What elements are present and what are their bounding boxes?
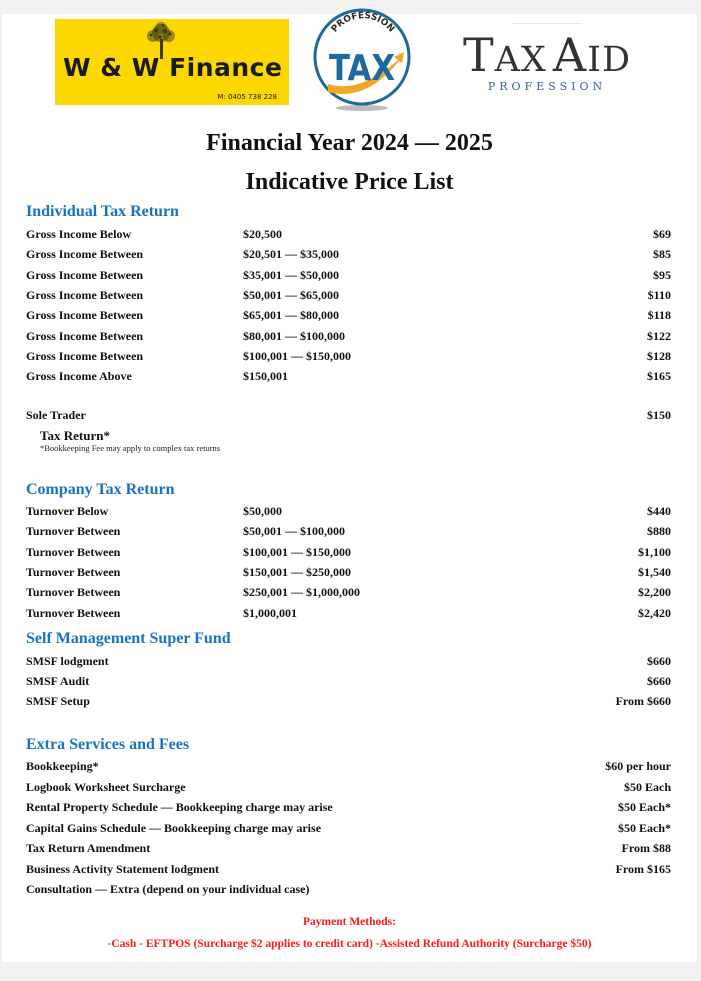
page-title: Financial Year 2024 — 2025 — [206, 130, 493, 156]
row-price: $880 — [647, 524, 671, 539]
table-row-individual — [26, 369, 671, 385]
row-price: $440 — [647, 504, 671, 518]
row-price: $69 — [653, 227, 671, 241]
table-row-company — [26, 606, 671, 622]
tax-aid-main-text: TAX AID — [462, 28, 632, 82]
row-price: $2,420 — [638, 605, 671, 620]
ww-finance-logo — [55, 19, 289, 105]
row-price: $660 — [647, 674, 671, 688]
row-label: Gross Income Between — [26, 247, 144, 262]
row-price: $95 — [653, 267, 671, 282]
row-label: SMSF Audit — [26, 674, 90, 688]
row-price: $1,100 — [638, 544, 671, 559]
table-row-company — [26, 524, 671, 540]
row-range: $100,001 — $150,000 — [243, 544, 351, 559]
table-row-individual — [26, 268, 671, 284]
row-label: Consultation — Extra (depend on your individual case) — [26, 882, 310, 896]
row-price: $50 Each* — [617, 820, 671, 835]
table-row-individual — [26, 227, 671, 243]
sole-trader-sub-label: Tax Return* — [40, 428, 110, 443]
row-label: Gross Income Above — [26, 369, 132, 384]
row-range: $20,500 — [243, 227, 282, 241]
row-range: $150,001 — $250,000 — [243, 564, 351, 579]
logo-arc-text: PROFESSION — [329, 11, 397, 35]
row-price: $150 — [647, 408, 671, 422]
table-row-extra — [26, 882, 671, 898]
row-label: Sole Trader — [26, 408, 86, 422]
row-range: $250,001 — $1,000,000 — [243, 585, 360, 600]
row-label: Turnover Between — [26, 544, 121, 559]
row-label: Tax Return Amendment — [26, 841, 151, 855]
row-range: $1,000,001 — [243, 605, 297, 620]
row-price: $1,540 — [638, 564, 671, 579]
table-row-smsf — [26, 694, 671, 710]
row-label: Gross Income Between — [26, 348, 144, 363]
row-label: Gross Income Below — [26, 227, 132, 241]
table-row-individual — [26, 308, 671, 324]
row-label: Gross Income Between — [26, 308, 144, 323]
row-label: Gross Income Between — [26, 287, 144, 302]
section-heading-company: Company Tax Return — [26, 481, 175, 498]
row-label: Logbook Worksheet Surcharge — [26, 779, 186, 794]
section-heading-extra: Extra Services and Fees — [26, 736, 190, 753]
table-row-extra — [26, 841, 671, 857]
row-range: $35,001 — $50,000 — [243, 267, 339, 282]
row-label: Turnover Between — [26, 564, 121, 579]
ww-finance-brand: W & W Finance — [63, 53, 283, 82]
logo-shadow — [336, 105, 388, 111]
row-label: Capital Gains Schedule — Bookkeeping charge may arise — [26, 820, 322, 835]
table-row-company — [26, 585, 671, 601]
tax-aid-logo — [452, 14, 642, 104]
row-label: Gross Income Between — [26, 267, 144, 282]
section-heading-smsf: Self Management Super Fund — [26, 630, 231, 647]
row-price: $122 — [647, 328, 671, 343]
row-price: $85 — [653, 247, 671, 262]
table-row-individual — [26, 247, 671, 263]
row-range: $50,001 — $65,000 — [243, 287, 339, 302]
price-list-page — [2, 11, 697, 962]
table-row-extra — [26, 780, 671, 796]
logo-tax-text: TAX — [329, 48, 396, 89]
row-label: Rental Property Schedule — Bookkeeping charge may arise — [26, 800, 333, 814]
table-row-extra — [26, 821, 671, 837]
row-price: $2,200 — [638, 585, 671, 600]
row-price: $50 Each* — [617, 800, 671, 814]
table-row-individual — [26, 288, 671, 304]
table-row-sole-trader — [26, 408, 671, 424]
row-range: $100,001 — $150,000 — [243, 348, 351, 363]
row-range: $50,000 — [243, 504, 282, 518]
row-label: Bookkeeping* — [26, 759, 99, 773]
payment-methods-heading: Payment Methods: — [303, 916, 396, 928]
row-price: From $88 — [621, 841, 671, 855]
row-price: From $165 — [615, 861, 671, 876]
row-label: Business Activity Statement lodgment — [26, 861, 219, 876]
row-price: $50 Each — [623, 779, 671, 794]
table-row-smsf — [26, 654, 671, 670]
row-price: From $660 — [615, 694, 671, 708]
row-price: $165 — [647, 369, 671, 384]
row-label: Turnover Below — [26, 504, 109, 518]
row-label: SMSF lodgment — [26, 654, 109, 668]
table-row-company — [26, 504, 671, 520]
row-label: Turnover Between — [26, 605, 121, 620]
row-price: $118 — [647, 308, 671, 323]
row-range: $20,501 — $35,000 — [243, 247, 339, 262]
row-price: $128 — [647, 348, 671, 363]
logo-divider — [512, 23, 582, 24]
row-range: $80,001 — $100,000 — [243, 328, 345, 343]
row-label: SMSF Setup — [26, 694, 90, 708]
table-row-individual — [26, 349, 671, 365]
section-heading-individual: Individual Tax Return — [26, 203, 179, 220]
tax-aid-sub-text: PROFESSION — [487, 80, 607, 93]
table-row-smsf — [26, 674, 671, 690]
row-label: Turnover Between — [26, 524, 121, 539]
table-row-extra — [26, 862, 671, 878]
table-row-individual — [26, 329, 671, 345]
sole-trader-footnote: *Bookkeeping Fee may apply to complex tax returns — [40, 443, 221, 453]
row-range: $150,001 — [243, 369, 288, 384]
table-row-extra — [26, 800, 671, 816]
table-row-company — [26, 565, 671, 581]
table-row-company — [26, 545, 671, 561]
row-price: $110 — [647, 287, 671, 302]
page-subtitle: Indicative Price List — [245, 169, 454, 195]
row-range: $50,001 — $100,000 — [243, 524, 345, 539]
payment-methods-text: -Cash - EFTPOS (Surcharge $2 applies to credit card) -Assisted Refund Authority (Surcharge $50) — [107, 938, 592, 950]
table-row-extra — [26, 759, 671, 775]
row-price: $660 — [647, 654, 671, 668]
row-price: $60 per hour — [605, 759, 671, 773]
row-range: $65,001 — $80,000 — [243, 308, 339, 323]
row-label: Gross Income Between — [26, 328, 144, 343]
row-label: Turnover Between — [26, 585, 121, 600]
ww-finance-phone: M: 0405 738 228 — [217, 93, 277, 101]
tax-profession-logo — [310, 2, 414, 114]
